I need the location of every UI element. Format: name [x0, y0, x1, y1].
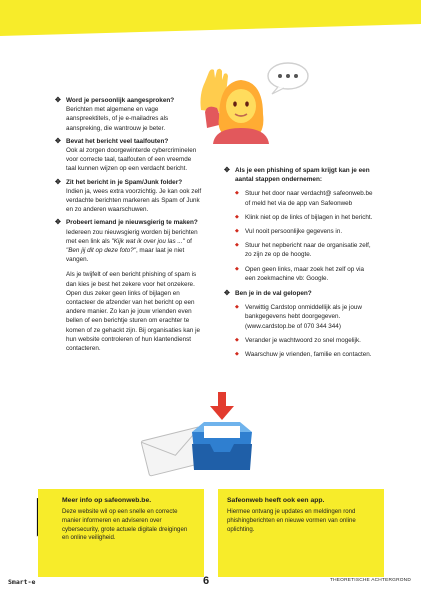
- body-text: , maar laat je niet vangen.: [66, 247, 185, 264]
- list-item: [235, 265, 374, 283]
- info-box-app: [218, 489, 384, 577]
- question-2: [55, 137, 203, 174]
- question-heading: Bevat het bericht veel taalfouten?: [66, 137, 169, 145]
- list-item-text: Klink niet op de links of bijlagen in het bericht.: [245, 213, 373, 221]
- red-diamond-icon: ◆: [235, 336, 239, 343]
- question-4: [55, 218, 203, 264]
- heading-text: Ben je in de val gelopen?: [235, 290, 312, 298]
- paragraph: Als je twijfelt of een bericht phishing of spam is dan kies je best het zekere voor het onzekere. Open dus zeker geen links of bijlagen en contacteer de afzender van het bericht op een andere manier. Zo kan je jouw vrienden even bellen of een berichtje sturen om erachter te komen of ze gehackt zijn. Bij organisaties kan je hun website controleren of hun klantendienst contacteren.: [66, 271, 201, 353]
- red-diamond-icon: ◆: [235, 242, 239, 249]
- list-item-text: Open geen links, maar zoek het zelf op via een zoekmachine vb: Google.: [245, 265, 365, 282]
- list-item-text: Verander je wachtwoord zo snel mogelijk.: [245, 336, 361, 344]
- speech-bubble-icon: [264, 60, 310, 96]
- body-text: Iedereen zou nieuwsgierig worden bij berichten met een link als: [66, 228, 198, 245]
- section-heading: [224, 166, 374, 184]
- question-3: [55, 178, 203, 215]
- red-diamond-icon: ◆: [235, 190, 239, 197]
- red-diamond-icon: ◆: [235, 213, 239, 220]
- fleur-bullet-icon: ✥: [224, 290, 230, 298]
- question-1: [55, 96, 203, 133]
- list-item-text: Stuur het nepbericht naar de organisatie zelf, zo zijn ze op de hoogte.: [245, 242, 371, 259]
- heading-text: Als je een phishing of spam krijgt kan je een aantal stappen ondernemen:: [235, 167, 370, 184]
- question-body: [55, 228, 203, 265]
- red-diamond-icon: ◆: [235, 351, 239, 358]
- question-body: Ook al zorgen doorgewinterde cybercriminelen voor correcte taal, taalfouten of een vreemde taal kunnen wijzen op een verdacht bericht.: [66, 147, 197, 173]
- list-item: [235, 213, 374, 222]
- quote-text: "Ben jij dit op deze foto?": [66, 247, 136, 255]
- list-item: [235, 350, 374, 359]
- question-body: Berichten met algemene en vage aanspreektitels, of je e-mailadres als aanspreking, die wantrouw je beter.: [66, 106, 169, 132]
- box-title: Safeonweb heeft ook een app.: [227, 497, 325, 504]
- left-column: [55, 96, 203, 357]
- fleur-bullet-icon: ✥: [55, 178, 61, 186]
- list-item: [235, 189, 374, 207]
- list-item: [235, 241, 374, 259]
- question-body: Indien ja, wees extra voorzichtig. Je kan ook zelf verdachte berichten markeren als Spam of Junk en zo anderen waarschuwen.: [66, 187, 202, 214]
- question-heading: Word je persoonlijk aangesproken?: [66, 97, 175, 104]
- red-diamond-icon: ◆: [235, 228, 239, 235]
- info-box-website: [38, 489, 204, 577]
- top-yellow-stripe: [0, 0, 421, 36]
- question-heading: Zit het bericht in je Spam/Junk folder?: [66, 178, 183, 186]
- page-number: 6: [203, 575, 210, 587]
- box-title: Meer info op safeonweb.be.: [62, 497, 152, 504]
- list-item-text: Verwittig Cardstop onmiddellijk als je jouw bankgegevens hebt doorgegeven. (www.cardstop.be of 070 344 344): [245, 304, 362, 330]
- list-item-text: Vul nooit persoonlijke gegevens in.: [245, 228, 343, 236]
- fleur-bullet-icon: ✥: [55, 137, 61, 145]
- footer-section: THEORETISCHE ACHTERGROND: [329, 578, 411, 583]
- list-item-text: Waarschuw je vrienden, familie en contacten.: [245, 351, 372, 359]
- fleur-bullet-icon: ✥: [224, 167, 230, 174]
- list-item-text: Stuur het door naar verdacht@ safeonweb.be of meld het via de app van Safeonweb: [245, 190, 373, 207]
- red-diamond-icon: ◆: [235, 265, 239, 272]
- footer-brand: Smart-e: [8, 578, 36, 586]
- quote-text: "Kijk wat ik over jou las ...": [111, 237, 185, 245]
- fleur-bullet-icon: ✥: [55, 219, 61, 227]
- list-item: [235, 336, 374, 345]
- steps-list: [224, 189, 374, 283]
- inbox-tray-icon: [140, 388, 258, 480]
- fleur-bullet-icon: ✥: [55, 97, 61, 104]
- question-heading: Probeert iemand je nieuwsgierig te maken?: [66, 219, 198, 227]
- box-text: Deze website wil op een snelle en correcte manier informeren en adviseren over cybersecurity, grote actuele digitale dreigingen en online veiligheid.: [62, 508, 188, 542]
- trap-list: [224, 303, 374, 359]
- body-text: of: [184, 237, 192, 245]
- box-text: Hiermee ontvang je updates en meldingen rond phishingberichten en nieuwe vormen van online oplichting.: [227, 508, 356, 533]
- list-item: [235, 303, 374, 331]
- section-heading: [224, 289, 374, 298]
- list-item: [235, 227, 374, 236]
- advice-text: [55, 270, 203, 353]
- woman-raising-hand-icon: [197, 64, 269, 144]
- red-diamond-icon: ◆: [235, 304, 239, 311]
- right-column: [224, 166, 374, 365]
